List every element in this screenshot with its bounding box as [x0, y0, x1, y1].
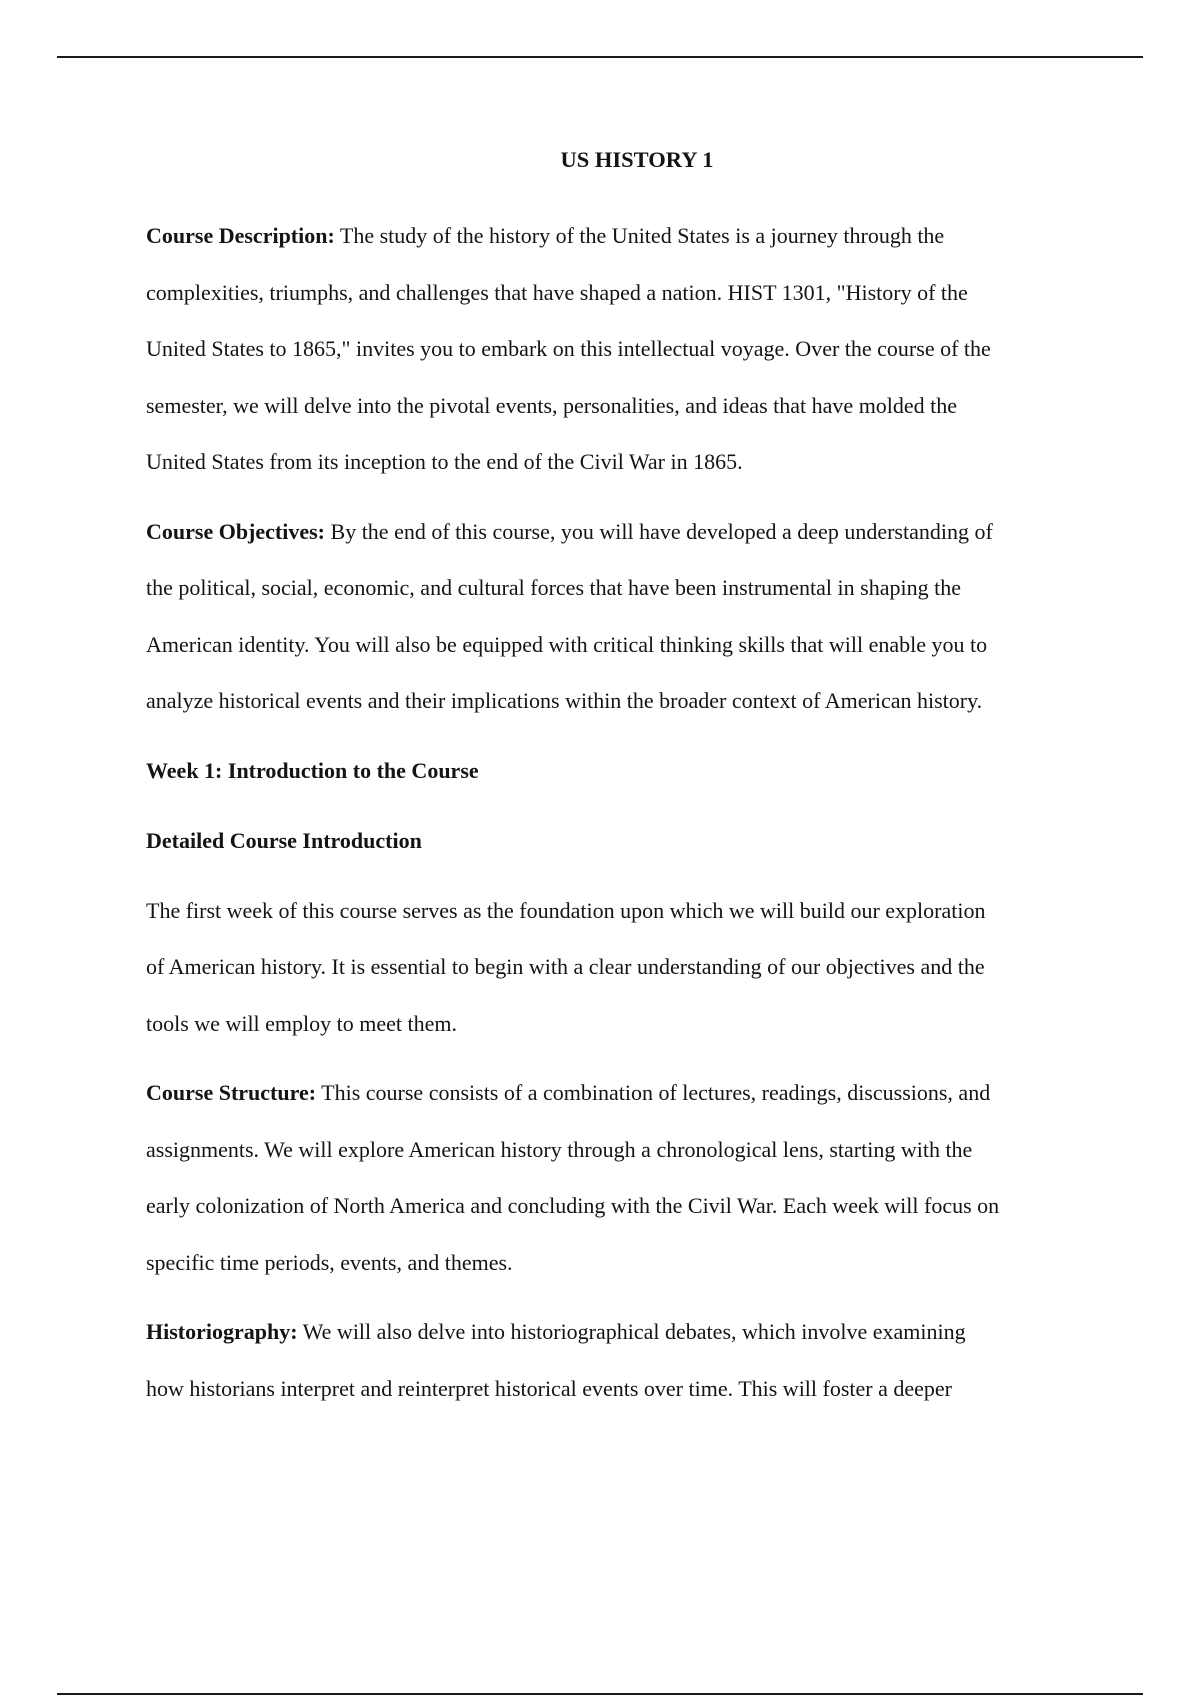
paragraph-line: By the end of this course, you will have developed a deep understanding of [325, 518, 993, 544]
paragraph-line: The first week of this course serves as the foundation upon which we will build our exploration [146, 897, 986, 923]
paragraph-line: The study of the history of the United States is a journey through the [334, 223, 945, 248]
paragraph-line: assignments. We will explore American history through a chronological lens, starting with the [146, 1136, 973, 1162]
paragraph-line: semester, we will delve into the pivotal events, personalities, and ideas that have molded the [146, 392, 958, 418]
course-structure-label: Course Structure: [146, 1080, 317, 1105]
paragraph-line: early colonization of North America and concluding with the Civil War. Each week will focus on [146, 1193, 1000, 1218]
detailed-introduction-heading: Detailed Course Introduction [146, 827, 422, 853]
course-objectives-paragraph [146, 504, 1096, 730]
paragraph-line: complexities, triumphs, and challenges that have shaped a nation. HIST 1301, "History of the [146, 279, 968, 305]
paragraph-line: specific time periods, events, and themes. [146, 1249, 513, 1275]
document-body [146, 138, 1096, 1430]
paragraph-line: the political, social, economic, and cultural forces that have been instrumental in shaping the [146, 575, 961, 600]
paragraph-line: how historians interpret and reinterpret historical events over time. This will foster a deeper [146, 1375, 953, 1401]
course-structure-paragraph [146, 1065, 1096, 1291]
course-description-paragraph [146, 208, 1096, 491]
historiography-paragraph [146, 1304, 1096, 1417]
historiography-label: Historiography: [146, 1319, 298, 1344]
top-divider [57, 56, 1143, 58]
paragraph-line: United States from its inception to the end of the Civil War in 1865. [146, 449, 743, 474]
paragraph-line: tools we will employ to meet them. [146, 1010, 458, 1036]
paragraph-line: analyze historical events and their implications within the broader context of American history. [146, 688, 983, 713]
paragraph-line: We will also delve into historiographical debates, which involve examining [297, 1319, 966, 1344]
paragraph-line: This course consists of a combination of lectures, readings, discussions, and [316, 1080, 991, 1105]
course-description-label: Course Description: [146, 223, 335, 248]
bottom-divider [57, 1693, 1143, 1695]
paragraph-line: American identity. You will also be equipped with critical thinking skills that will enable you to [146, 631, 988, 657]
paragraph-line: United States to 1865," invites you to embark on this intellectual voyage. Over the course of the [146, 336, 991, 361]
course-objectives-label: Course Objectives: [146, 518, 326, 544]
document-title: US HISTORY 1 [560, 147, 714, 172]
week1-heading: Week 1: Introduction to the Course [146, 757, 479, 783]
paragraph-line: of American history. It is essential to begin with a clear understanding of our objectives and the [146, 954, 985, 979]
introduction-paragraph [146, 883, 1096, 1053]
